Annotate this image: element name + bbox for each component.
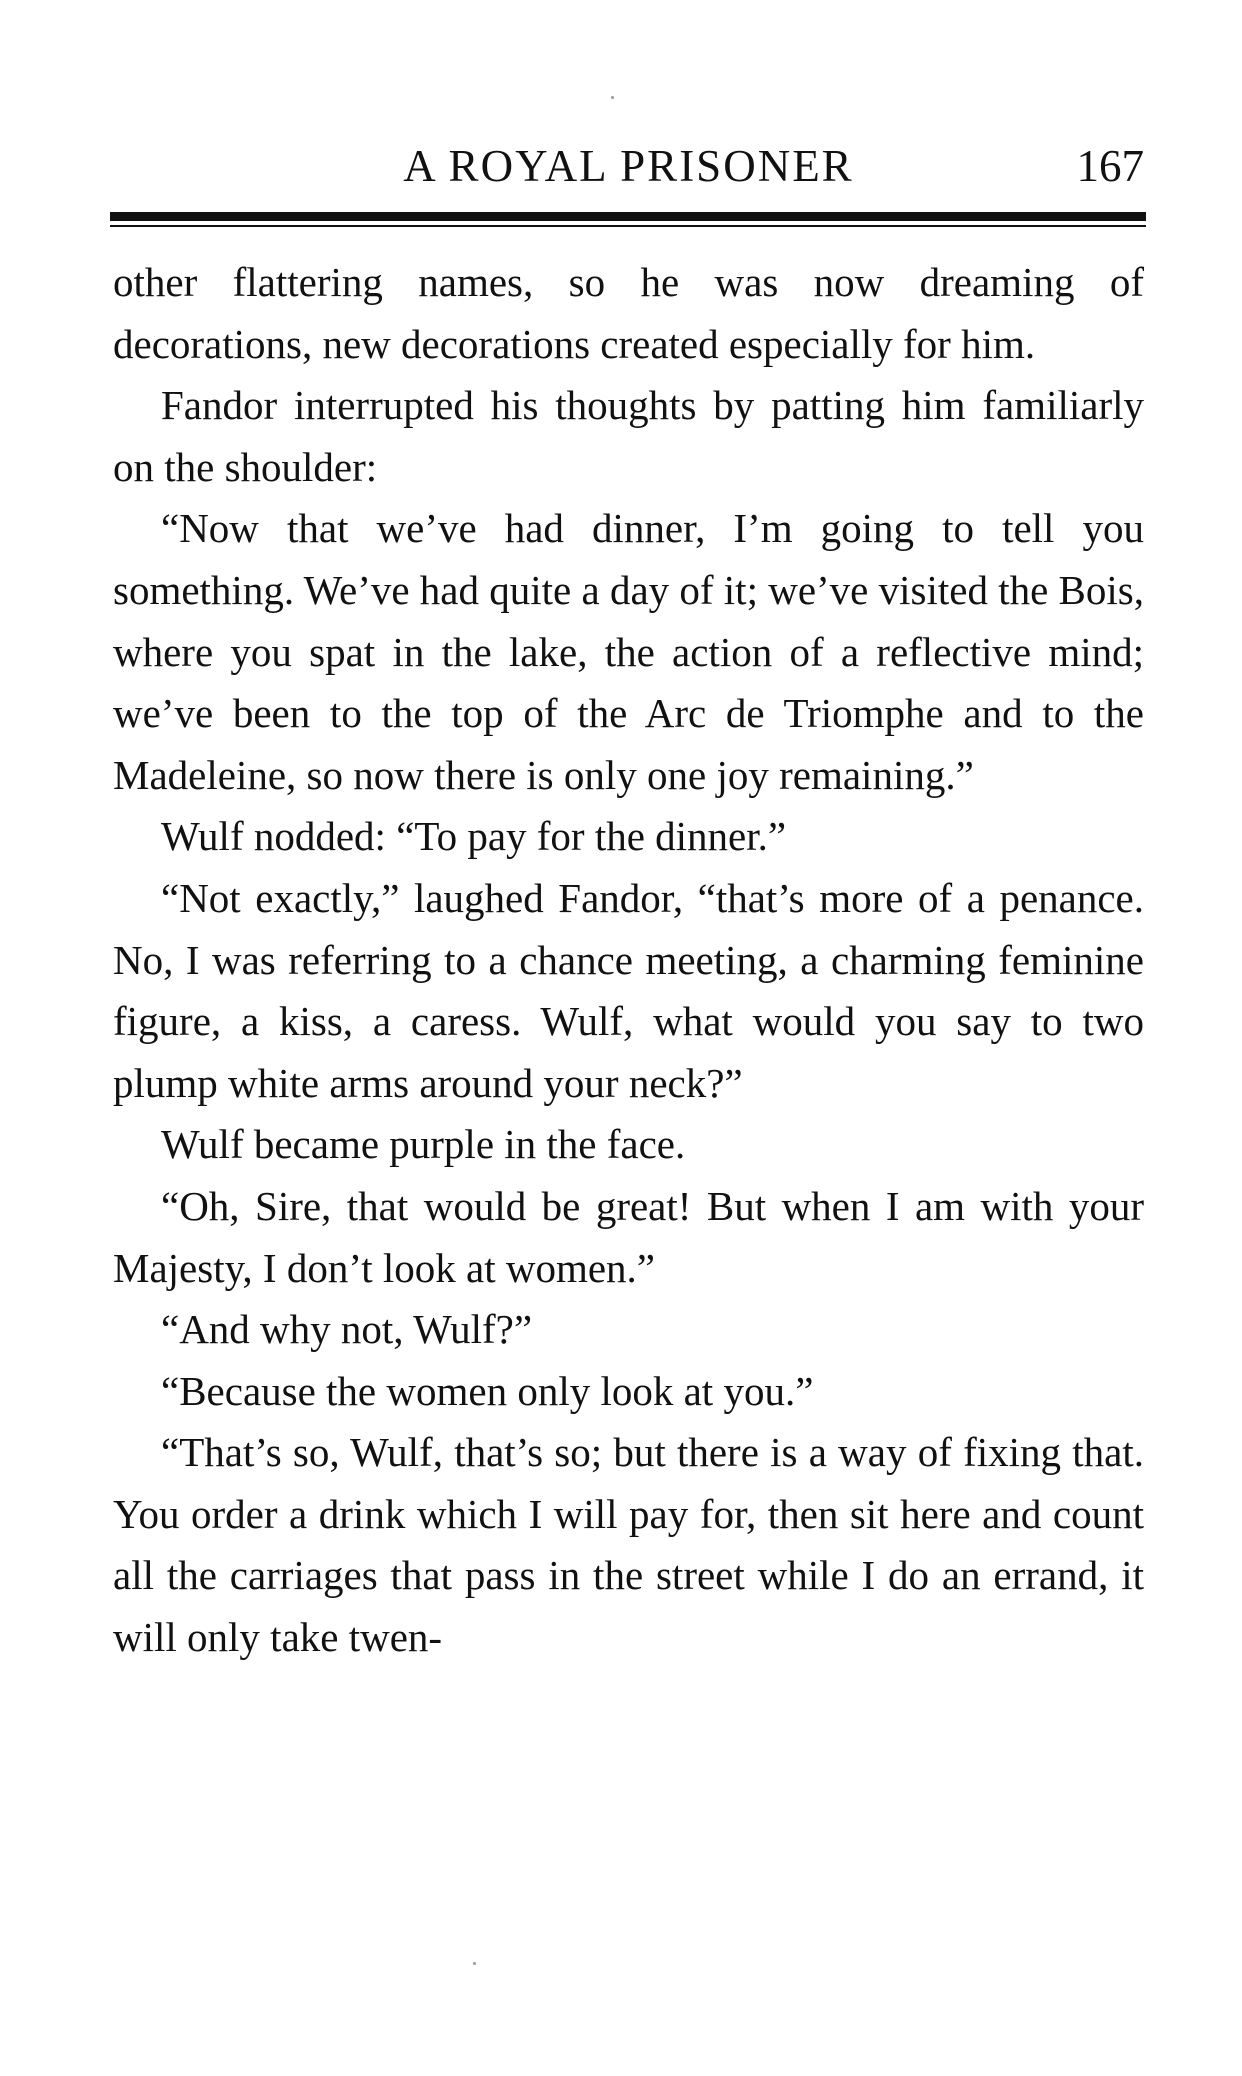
header-rule-thin [110,225,1146,227]
header-rule-thick [110,212,1146,221]
paragraph-3: “Now that we’ve had dinner, I’m going to tell you something. We’ve had quite a day of it; we’ve visited the Bois, where you spat in the lake, the action of a reflective mind; we’ve been to the top of the Arc de Triomphe and to the Madeleine, so now there is only one joy remaining.” [113,505,1144,798]
paragraph-9: “Because the women only look at you.” [161,1367,814,1414]
paragraph-1: other flattering names, so he was now dreaming of decorations, new decorations created especially for him. [113,259,1144,367]
paper-speck [611,96,614,99]
running-header [113,136,1144,196]
page-number: 167 [1076,141,1144,191]
paragraph-10: “That’s so, Wulf, that’s so; but there is a way of fixing that. You order a drink which I will pay for, then sit here and count all the carriages that pass in the street while I do an errand, it will only take twen- [113,1429,1144,1661]
paragraph-7: “Oh, Sire, that would be great! But when I am with your Majesty, I don’t look at women.” [113,1182,1144,1291]
paragraph-5: “Not exactly,” laughed Fandor, “that’s more of a penance. No, I was referring to a chance meeting, a charming feminine figure, a kiss, a caress. Wulf, what would you say to two plump white arms around your neck?” [113,874,1144,1106]
running-title: A ROYAL PRISONER [403,141,854,191]
paragraph-4: Wulf nodded: “To pay for the dinner.” [161,813,787,860]
paragraph-6: Wulf became purple in the face. [161,1121,686,1168]
paper-speck [473,1962,476,1965]
body-text [113,252,1144,1669]
paragraph-8: “And why not, Wulf?” [161,1306,533,1353]
paragraph-2: Fandor interrupted his thoughts by patting him familiarly on the shoulder: [113,382,1144,490]
